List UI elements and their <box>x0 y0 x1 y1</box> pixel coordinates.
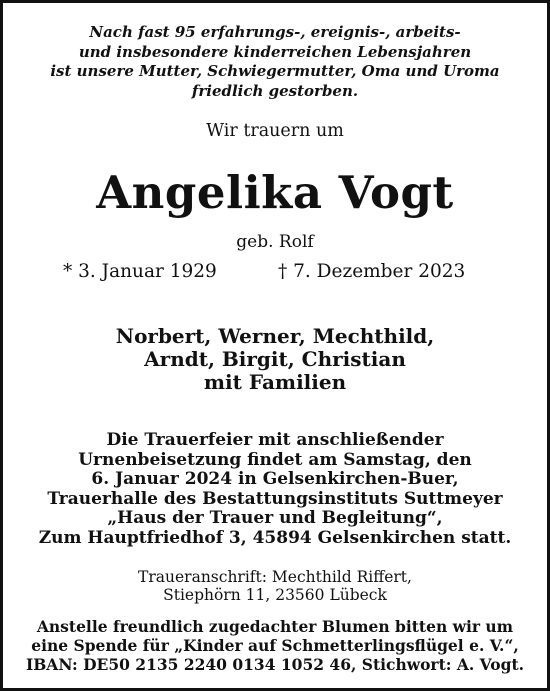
donation-request <box>3 617 547 674</box>
ceremony-line: Trauerhalle des Bestattungsinstituts Suttmeyer <box>47 488 503 509</box>
ceremony-info <box>3 431 547 548</box>
intro-line: Nach fast 95 erfahrungs-, ereignis-, arbeits- <box>89 23 461 41</box>
intro-line: friedlich gestorben. <box>191 81 359 100</box>
family-line: mit Familien <box>203 370 347 394</box>
address-line: Traueranschrift: Mechthild Riffert, <box>138 568 412 586</box>
ceremony-line: Zum Hauptfriedhof 3, 45894 Gelsenkirchen statt. <box>38 527 512 548</box>
family-line: Arndt, Birgit, Christian <box>144 347 406 371</box>
intro-text <box>3 23 547 101</box>
donation-line: eine Spende für „Kinder auf Schmetterlingsflügel e. V.“, <box>31 636 519 655</box>
intro-line: ist unsere Mutter, Schwiegermutter, Oma und Uroma <box>50 62 500 80</box>
mourning-line: Wir trauern um <box>206 121 344 141</box>
maiden-name: geb. Rolf <box>236 232 314 252</box>
ceremony-line: Die Trauerfeier mit anschließender <box>106 430 444 450</box>
ceremony-line: Urnenbeisetzung findet am Samstag, den <box>78 449 472 470</box>
donation-line: Anstelle freundlich zugedachter Blumen bitten wir um <box>36 617 514 636</box>
family-line: Norbert, Werner, Mechthild, <box>115 324 435 348</box>
intro-line: und insbesondere kinderreichen Lebensjahren <box>78 42 472 61</box>
death-date: † 7. Dezember 2023 <box>278 261 466 282</box>
deceased-name: Angelika Vogt <box>96 166 454 219</box>
birth-date: * 3. Januar 1929 <box>63 261 217 282</box>
family-names <box>3 325 547 394</box>
address-line: Stiephörn 11, 23560 Lübeck <box>163 586 387 604</box>
mourning-address <box>3 568 547 604</box>
ceremony-line: „Haus der Trauer und Begleitung“, <box>107 508 443 528</box>
ceremony-line: 6. Januar 2024 in Gelsenkirchen-Buer, <box>91 469 459 489</box>
donation-line: IBAN: DE50 2135 2240 0134 1052 46, Stichwort: A. Vogt. <box>25 655 525 674</box>
